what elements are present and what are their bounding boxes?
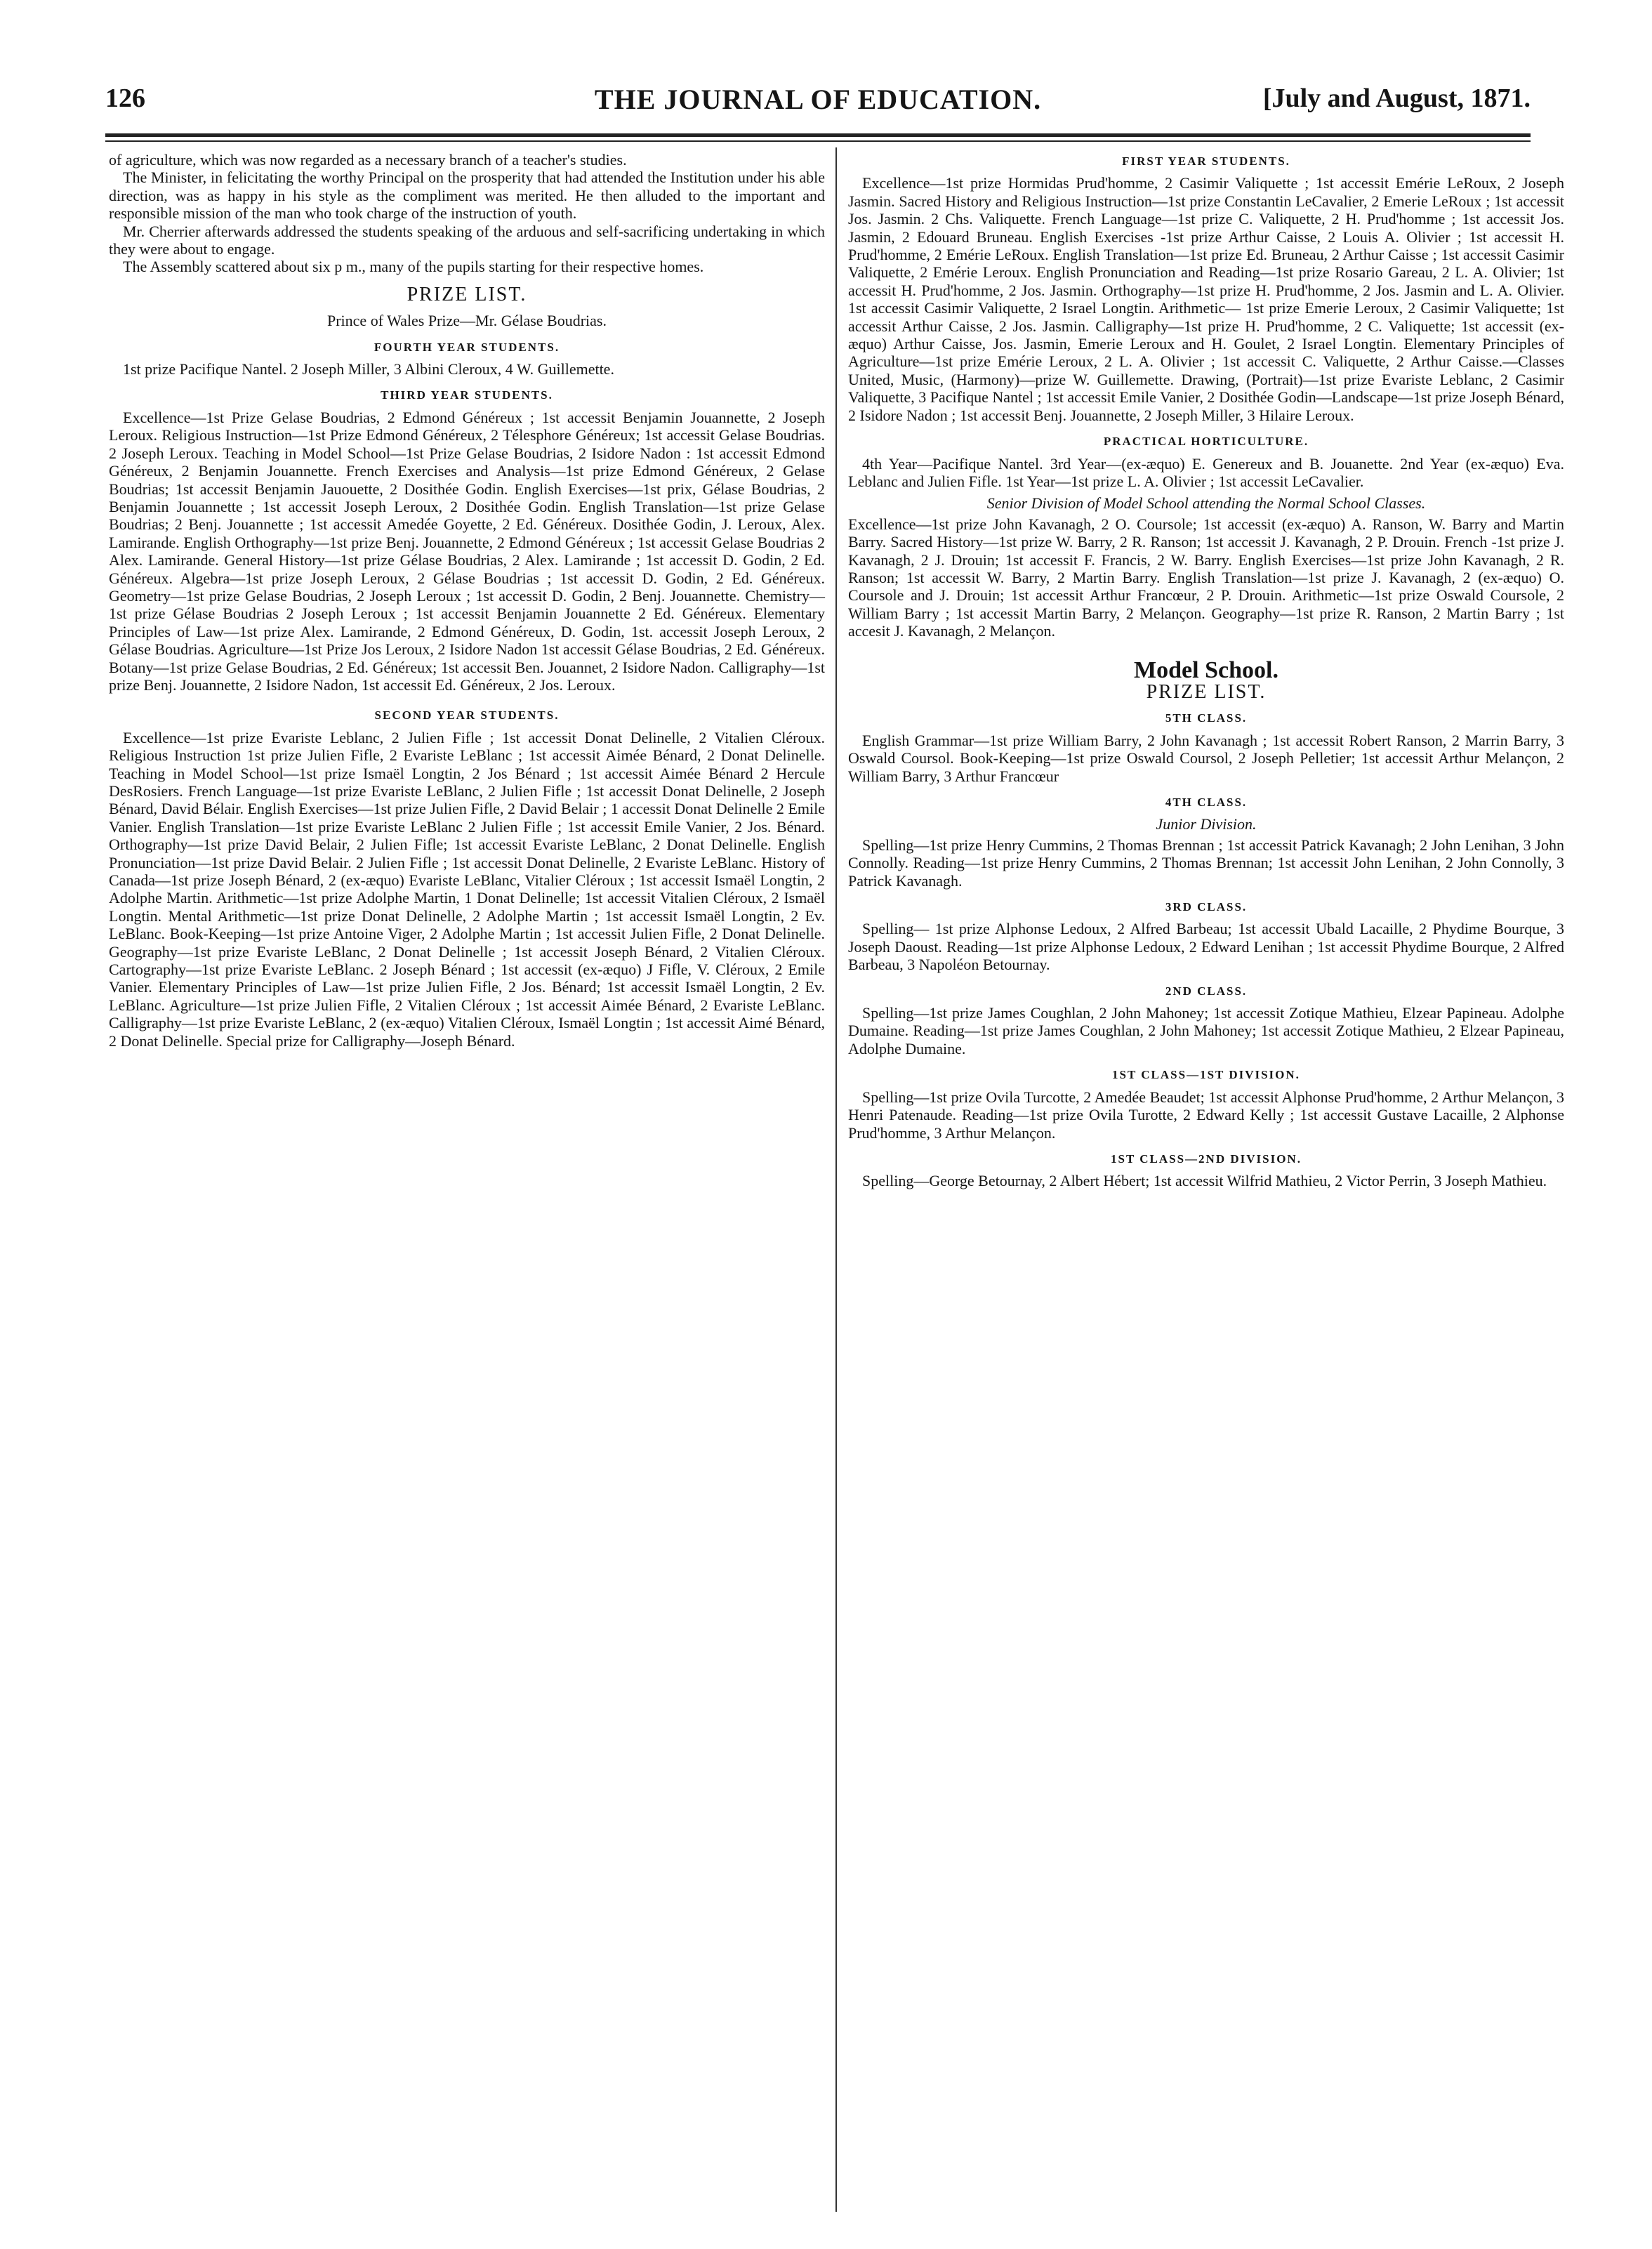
header-rule-thick [105,133,1531,137]
prince-of-wales-prize: Prince of Wales Prize—Mr. Gélase Boudrias. [326,312,607,330]
second-year-prizes: Excellence—1st prize Evariste Leblanc, 2 Julien Fifle ; 1st accessit Donat Delinelle, 2 Vitalien Cléroux. Religious Instruction 1st prize Julien Fifle, 2 Evariste LeBlanc ; 1st accessit Aimée Bénard, 2 Donat Delinelle. Teaching in Model School—1st prize Ismaël Longtin, 2 Jos Bénard ; 1st accessit Aimée Bénard 2 Hercule DesRosiers. French Language—1st prize Evariste LeBlanc, 2 Julien Fifle ; 1st accessit Donat Delinelle, 2 Joseph Bénard, David Bélair. English Exercises—1st prize Julien Fifle, 2 David Belair ; 1 accessit Donat Delinelle 2 Emile Vanier. English Translation—1st prize Evariste LeBlanc 2 Julien Fifle ; 1st accessit Emile Vanier, 2 Jos. Bénard. Orthography—1st prize David Belair, 2 Julien Fifle; 1st accessit Evariste LeBlanc, 2 Donat Delinelle. English Pronunciation—1st prize David Belair. 2 Julien Fifle ; 1st accessit Donat Delinelle, 2 Evariste LeBlanc. History of Canada—1st prize Joseph Bénard, 2 (ex-æquo) Evariste LeBlanc, Vitalier Cléroux ; 1st accessit Ismaël Longtin, 2 Adolphe Martin. Arithmetic—1st prize Adolphe Martin, 1 Donat Delinelle; 1st accessit Vitalien Cléroux, 2 Ismaël Longtin. Mental Arithmetic—1st prize Donat Delinelle, 2 Adolphe Martin ; 1st accessit Ismaël Longtin, 2 Ev. LeBlanc. Book-Keeping—1st prize Antoine Viger, 2 Adolphe Martin ; 1st accessit Julien Fifle, 2 Donat Delinelle. Geography—1st prize Evariste LeBlanc, 2 Donat Delinelle ; 1st accessit Joseph Bénard, 2 Vitalien Cléroux. Cartography—1st prize Evariste LeBlanc. 2 Joseph Bénard ; 1st accessit (ex-æquo) J Fifle, V. Cléroux, 2 Emile Vanier. Elementary Principles of Law—1st prize Julien Fifle, 2 Jos. Bénard; 1st accessit Ismaël Longtin, 2 Ev. LeBlanc. Agriculture—1st prize Julien Fifle, 2 Vitalien Cléroux ; 1st accessit Aimée Bénard, 2 Evariste LeBlanc. Calligraphy—1st prize Evariste LeBlanc, 2 (ex-æquo) Vitalien Cléroux, Ismaël Longtin ; 1st accessit Aimé Bénard, 2 Donat Delinelle. Special prize for Calligraphy—Joseph Bénard. [109,728,825,1050]
first-class-second-division-prizes: Spelling—George Betournay, 2 Albert Hébert; 1st accessit Wilfrid Mathieu, 2 Victor Perrin, 3 Joseph Mathieu. [862,1172,1547,1190]
intro-paragraph: The Assembly scattered about six p m., many of the pupils starting for their respective homes. [123,258,704,276]
fourth-year-heading: FOURTH YEAR STUDENTS. [374,340,560,354]
header-rule-thin [105,140,1531,142]
junior-division-heading: Junior Division. [1156,815,1257,833]
right-column [848,151,1564,1190]
third-year-heading: THIRD YEAR STUDENTS. [381,388,553,402]
senior-division-heading: Senior Division of Model School attending the Normal School Classes. [986,494,1426,513]
page-number: 126 [105,84,145,113]
first-class-second-division-heading: 1ST CLASS—2ND DIVISION. [1111,1152,1302,1166]
first-year-prizes: Excellence—1st prize Hormidas Prud'homme, 2 Casimir Valiquette ; 1st accessit Emérie LeRoux, 2 Joseph Jasmin. Sacred History and Religious Instruction—1st prize Constantin LeCavalier, 2 Emerie LeRoux ; 1st accessit Jos. Jasmin. 2 Chs. Valiquette. French Language—1st prize C. Valiquette, 2 H. Prud'homme ; 1st accessit Jos. Jasmin, 2 Edouard Bruneau. English Exercises -1st prize Arthur Caisse, 2 Louis A. Olivier ; 1st accessit H. Prud'homme, 2 Emérie LeRoux. English Translation—1st prize Ed. Bruneau, 2 Arthur Caisse ; 1st accessit Casimir Valiquette, 2 Emérie Leroux. English Pronunciation and Reading—1st prize Rosario Gareau, 2 L. A. Olivier; 1st accessit H. Prud'homme, 2 Jos. Jasmin. Orthography—1st prize H. Prud'homme, 2 Jos. Jasmin and L. A. Olivier. 1st accessit Casimir Valiquette, 2 Israel Longtin. Arithmetic— 1st prize Emerie Leroux, 2 Casimir Valiquette; 1st accessit Arthur Caisse, 2 Jos. Jasmin. Calligraphy—1st prize H. Prud'homme, 2 C. Valiquette; 1st accessit (ex-æquo) Arthur Caisse, Jos. Jasmin, Emerie Leroux and H. Goulet, 2 Israel Longtin. Elementary Principles of Agriculture—1st prize Emérie Leroux, 2 L. A. Olivier ; 1st accessit C. Valiquette, 2 Arthur Caisse.—Classes United, Music, (Harmony)—prize W. Guillemette. Drawing, (Portrait)—1st prize Evariste Leblanc, 2 Casimir Valiquette, 3 Pacifique Nantel ; 1st accessit Emile Vanier, 2 Dosithée Godin—Landscape—1st prize Joseph Bénard, 2 Isidore Nadon ; 1st accessit Benj. Jouannette, 2 Joseph Miller, 3 Hilaire Leroux. [848,174,1564,424]
second-year-heading: SECOND YEAR STUDENTS. [374,708,560,723]
junior-division-prizes: Spelling—1st prize Henry Cummins, 2 Thomas Brennan ; 1st accessit Patrick Kavanagh; 2 John Lenihan, 3 John Connolly. Reading—1st prize Henry Cummins, 2 Thomas Brennan; 1st accessit John Lenihan, 2 John Connolly, 3 Patrick Kavanagh. [848,836,1564,890]
senior-division-prizes: Excellence—1st prize John Kavanagh, 2 O. Coursole; 1st accessit (ex-æquo) A. Ranson, W. Barry and Martin Barry. Sacred History—1st prize W. Barry, 2 R. Ranson; 1st accessit J. Kavanagh, 2 P. Drouin. French -1st prize J. Kavanagh, 2 J. Drouin; 1st accessit F. Francis, 2 W. Barry. English Exercises—1st prize John Kavanagh, 2 R. Ranson; 1st accessit W. Barry, 2 Martin Barry. English Translation—1st prize J. Kavanagh, 2 (ex-æquo) O. Coursole and J. Drouin; 1st accessit Arthur Francœur, 2 P. Drouin. Arithmetic—1st prize Oswald Coursole, 2 William Barry ; 1st accessit Martin Barry, 2 Melançon. Geography—1st prize R. Ranson, 2 Martin Barry ; 1st accesit J. Kavanagh, 2 Melançon. [848,515,1564,640]
fifth-class-prizes: English Grammar—1st prize William Barry, 2 John Kavanagh ; 1st accessit Robert Ranson, 2 Marrin Barry, 3 Oswald Coursol. Book-Keeping—1st prize Oswald Coursol, 2 Joseph Pelletier; 1st accessit Arthur Melançon, 2 William Barry, 3 Arthur Francœur [848,731,1564,785]
intro-paragraph: Mr. Cherrier afterwards addressed the students speaking of the arduous and self-sacrificing undertaking in which they were about to engage. [109,222,825,258]
journal-title: THE JOURNAL OF EDUCATION. [594,84,1042,115]
model-prize-list-heading: PRIZE LIST. [1146,680,1267,703]
fourth-year-prizes: 1st prize Pacifique Nantel. 2 Joseph Miller, 3 Albini Cleroux, 4 W. Guillemette. [123,360,614,378]
first-class-first-division-prizes: Spelling—1st prize Ovila Turcotte, 2 Amedée Beaudet; 1st accessit Alphonse Prud'homme, 2 Arthur Melançon, 3 Henri Patenaude. Reading—1st prize Ovila Turotte, 2 Edward Kelly ; 1st accessit Gustave Lacaille, 2 Alphonse Prud'homme, 3 Arthur Melançon. [848,1088,1564,1142]
fourth-class-heading: 4TH CLASS. [1165,796,1248,809]
third-class-prizes: Spelling— 1st prize Alphonse Ledoux, 2 Alfred Barbeau; 1st accessit Ubald Lacaille, 2 Phydime Bourque, 3 Joseph Daoust. Reading—1st prize Alphonse Ledoux, 2 Edward Lenihan ; 1st accessit Phydime Bourque, 2 Alfred Barbeau, 3 Napoléon Betournay. [848,920,1564,974]
left-column [109,151,825,1050]
fifth-class-heading: 5TH CLASS. [1165,711,1248,725]
third-year-prizes: Excellence—1st Prize Gelase Boudrias, 2 Edmond Généreux ; 1st accessit Benjamin Jouannette, 2 Joseph Leroux. Religious Instruction—1st Prize Edmond Généreux, 2 Télesphore Généreux; 1st accessit Gelase Boudrias. 2 Joseph Leroux. Teaching in Model School—1st Prize Gelase Boudrias, 2 Isidore Nadon : 1st accessit Edmond Généreux, 2 Benjamin Jouannette. French Exercises and Analysis—1st prize Edmond Généreux, 2 Gelase Boudrias; 1st accessit Benjamin Jauouette, 2 Dosithée Godin. English Exercises—1st prix, Gélase Boudrias, 2 Benjamin Jouannette ; 1st accessit Joseph Leroux, 2 Dosithée Godin. English Translation—1st prize Gelase Boudrias; 2 Benj. Jouannette ; 1st accessit Amedée Goyette, 2 Ed. Généreux. Dosithée Godin, J. Leroux, Alex. Lamirande. English Orthography—1st prize Benj. Jouannette, 2 Edmond Généreux ; 1st accessit Gelase Boudrias 2 Alex. Lamirande. General History—1st prize Gélase Boudrias, 2 Alex. Lamirande ; 1st accessit D. Godin, 2 Ed. Généreux. Algebra—1st prize Joseph Leroux, 2 Gélase Boudrias ; 1st accessit D. Godin, 2 Ed. Généreux. Geometry—1st prize Gelase Boudrias, 2 Joseph Leroux ; 1st accessit D. Godin, 2 Benj. Jouannette. Chemistry—1st prize Gélase Boudrias 2 Joseph Leroux ; 1st accessit Benjamin Jouannette 2 Ed. Généreux. Elementary Principles of Law—1st prize Alex. Lamirande, 2 Edmond Généreux, D. Godin, 1st. accessit Joseph Leroux, 2 Gélase Boudrias. Agriculture—1st Prize Jos Leroux, 2 Isidore Nadon 1st accessit Gélase Boudrias, 2 Ed. Généreux. Botany—1st prize Gelase Boudrias, 2 Ed. Généreux; 1st accessit Ben. Jouannet, 2 Isidore Nadon. Calligraphy—1st prize Benj. Jouannette, 2 Isidore Nadon, 1st accessit Ed. Généreux, 2 Jos. Leroux. [109,408,825,694]
practical-horticulture-heading: PRACTICAL HORTICULTURE. [1103,435,1309,449]
first-class-first-division-heading: 1ST CLASS—1ST DIVISION. [1112,1068,1300,1082]
intro-paragraph: The Minister, in felicitating the worthy Principal on the prosperity that had attended the Institution under his able direction, was as happy in his style as the compliment was merited. He then alluded to the important and responsible mission of the man who took charge of the instruction of youth. [109,169,825,223]
intro-paragraph: of agriculture, which was now regarded as a necessary branch of a teacher's studies. [109,151,627,169]
second-class-heading: 2ND CLASS. [1165,984,1248,998]
first-year-heading: FIRST YEAR STUDENTS. [1122,154,1290,168]
page-header [105,83,1531,132]
issue-date: [July and August, 1871. [1262,84,1531,113]
practical-horticulture-prizes: 4th Year—Pacifique Nantel. 3rd Year—(ex-æquo) E. Genereux and B. Jouanette. 2nd Year (ex-æquo) Eva. Leblanc and Julien Fifle. 1st Year—1st prize L. A. Olivier ; 1st accessit LeCavalier. [848,454,1564,490]
column-divider [835,147,837,2212]
third-class-heading: 3RD CLASS. [1165,900,1248,914]
prize-list-heading: PRIZE LIST. [407,283,527,305]
second-class-prizes: Spelling—1st prize James Coughlan, 2 John Mahoney; 1st accessit Zotique Mathieu, Elzear Papineau. Adolphe Dumaine. Reading—1st prize James Coughlan, 2 John Mahoney; 1st accessit Zotique Mathieu, 2 Elzear Papineau, Adolphe Dumaine. [848,1004,1564,1057]
model-school-heading: Model School. [1134,657,1278,683]
